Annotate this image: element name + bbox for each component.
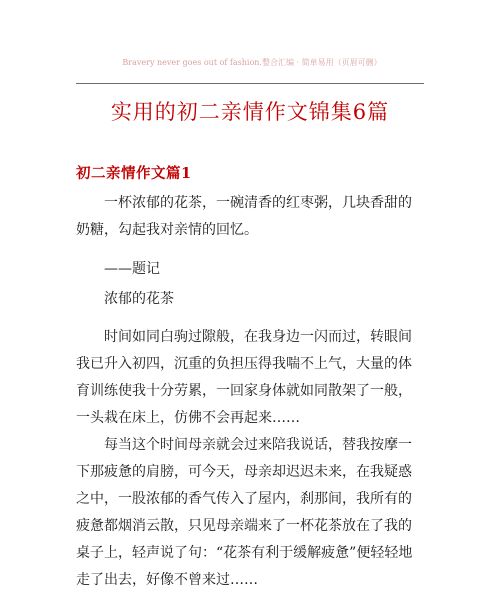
- paragraph-body-2: 每当这个时间母亲就会过来陪我说话，替我按摩一下那疲惫的肩膀，可今天，母亲却迟迟未来，在我疑惑之中，一股浓郁的香气传入了屋内，刹那间，我所有的疲惫都烟消云散，只见母亲端来了一杯花茶放在了我的桌子上，轻声说了句：“花茶有利于缓解疲惫”便轻轻地走了出去，好像不曾来过……: [76, 437, 413, 588]
- section-heading: 初二亲情作文篇1: [76, 165, 192, 182]
- paragraph-subheading: 浓郁的花茶: [104, 291, 174, 307]
- document-title: 实用的初二亲情作文锦集6篇: [110, 100, 390, 124]
- paragraph-intro: 一杯浓郁的花茶，一碗清香的红枣粥，几块香甜的奶糖，勾起我对亲情的回忆。: [76, 195, 412, 238]
- paragraph-epigraph-credit: ——题记: [104, 261, 160, 277]
- page-header-text: Bravery never goes out of fashion.整合汇编 · 简单易用（页眉可删）: [122, 58, 382, 67]
- paragraph-body-1: 时间如同白驹过隙般，在我身边一闪而过，转眼间我已升入初四，沉重的负担压得我喘不上气，大量的体育训练使我十分劳累，一回家身体就如同散架了一般，一头栽在床上，仿佛不会再起来……: [76, 329, 412, 426]
- header-divider: [76, 83, 424, 84]
